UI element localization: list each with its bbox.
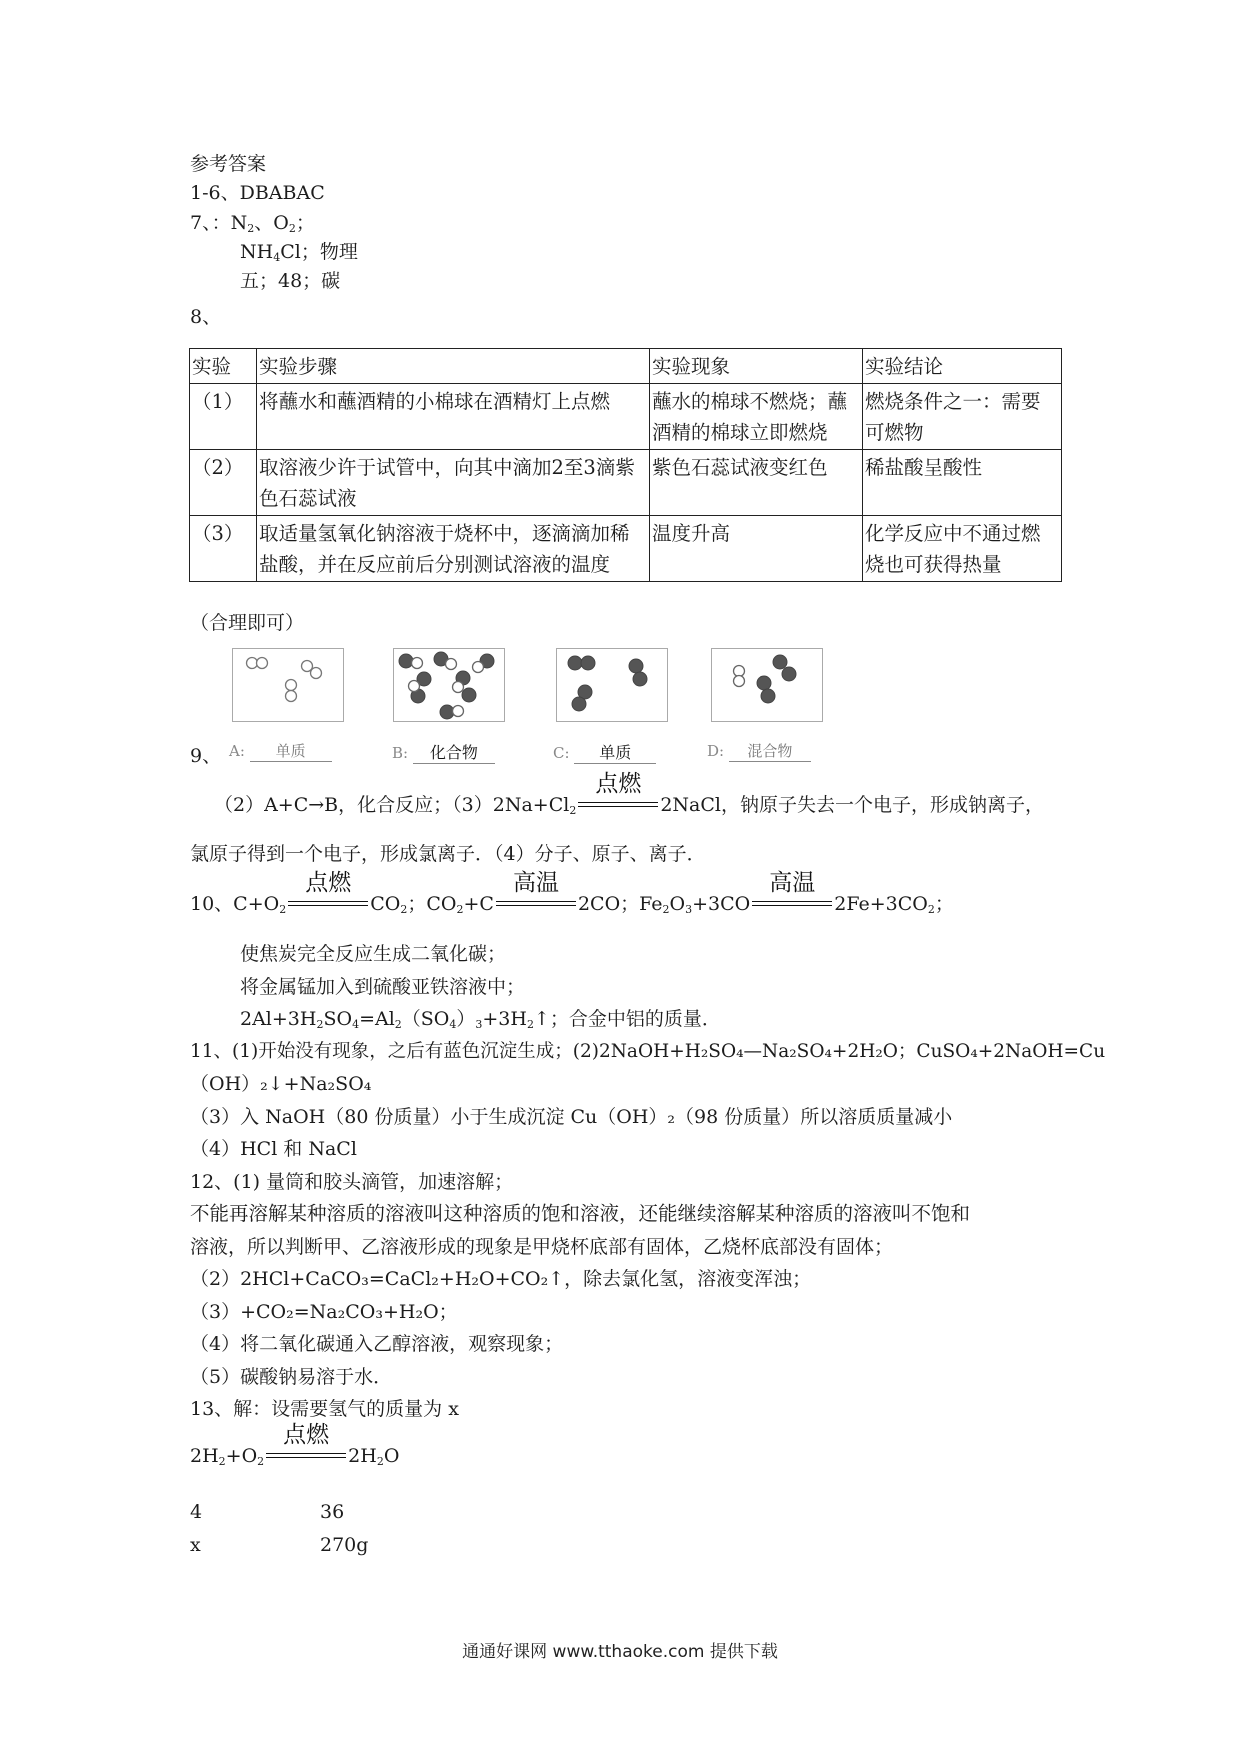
table-header-row (190, 349, 1062, 384)
table-row (190, 516, 1062, 582)
table-cell: 温度升高 (650, 516, 863, 582)
table-cell: （1） (190, 384, 257, 450)
table-note: （合理即可） (190, 612, 305, 634)
particle-diagram-c (556, 648, 668, 722)
answer-12-line7: （5）碳酸钠易溶于水． (190, 1366, 393, 1388)
answer-9-label: 9、 (190, 745, 222, 767)
answer-8-label: 8、 (190, 306, 222, 328)
ratio-row1-right: 36 (320, 1501, 345, 1523)
table-cell: 紫色石蕊试液变红色 (650, 450, 863, 516)
particle-diagram-b (393, 648, 505, 722)
table-cell: 将蘸水和蘸酒精的小棉球在酒精灯上点燃 (257, 384, 650, 450)
particle-diagram-a (232, 648, 344, 722)
table-header: 实验结论 (863, 349, 1062, 384)
reaction-arrow: 点燃 (264, 1445, 348, 1469)
answer-13-equation: $2H_2+O_2$ 点燃 $2H_2O$ (190, 1422, 400, 1468)
reaction-arrow: 高温 (494, 893, 578, 917)
ratio-row2-left: x (190, 1534, 201, 1556)
answer-1-6: 1-6、DBABAC (190, 182, 325, 204)
table-row (190, 450, 1062, 516)
ratio-row1-left: 4 (190, 1501, 203, 1523)
answer-10-line1: 10、$C+O_2$ 点燃 $CO_2$；$CO_2+C$ 高温 2CO；$Fe_2O_3+3CO$ 高温 $2Fe+3CO_2$； (190, 870, 954, 916)
answer-13-line1: 13、解：设需要氢气的质量为 x (190, 1398, 459, 1420)
experiment-table (189, 348, 1062, 582)
label-d: D: 混合物 (707, 740, 811, 762)
answer-11-line4: （4）HCl 和 NaCl (190, 1138, 357, 1160)
table-cell: 取适量氢氧化钠溶液于烧杯中，逐滴滴加稀盐酸，并在反应前后分别测试溶液的温度 (257, 516, 650, 582)
particle-diagram-d (711, 648, 823, 722)
table-header: 实验步骤 (257, 349, 650, 384)
table-cell: 蘸水的棉球不燃烧；蘸酒精的棉球立即燃烧 (650, 384, 863, 450)
answer-12-line2: 不能再溶解某种溶质的溶液叫这种溶质的饱和溶液，还能继续溶解某种溶质的溶液叫不饱和 (190, 1202, 971, 1225)
table-cell: 化学反应中不通过燃烧也可获得热量 (863, 516, 1062, 582)
table-header: 实验 (190, 349, 257, 384)
answer-7-line3: 五；48；碳 (240, 270, 341, 292)
table-cell: （3） (190, 516, 257, 582)
section-title: 参考答案 (190, 153, 267, 175)
answer-7-line1: 7、：$N_2$、$O_2$； (190, 212, 315, 235)
label-b: B: 化合物 (392, 740, 495, 764)
answer-12-line6: （4）将二氧化碳通入乙醇溶液，观察现象； (190, 1333, 564, 1355)
answer-12-line3: 溶液，所以判断甲、乙溶液形成的现象是甲烧杯底部有固体，乙烧杯底部没有固体； (190, 1236, 894, 1258)
reaction-arrow: 点燃 (286, 893, 370, 917)
answer-12-line5: （3）+CO₂=Na₂CO₃+H₂O； (190, 1301, 458, 1323)
answer-11-line2: （OH）₂↓+Na₂SO₄ (190, 1073, 372, 1095)
table-cell: 取溶液少许于试管中，向其中滴加2至3滴紫色石蕊试液 (257, 450, 650, 516)
table-cell: 燃烧条件之一：需要可燃物 (863, 384, 1062, 450)
table-cell: 稀盐酸呈酸性 (863, 450, 1062, 516)
reaction-arrow: 点燃 (576, 794, 660, 818)
reaction-arrow: 高温 (750, 893, 834, 917)
answer-9-line2: 氯原子得到一个电子，形成氯离子．（4）分子、原子、离子． (190, 843, 706, 865)
table-row (190, 384, 1062, 450)
answer-9-line1: （2）A+C→B，化合反应；$(3)2Na+Cl_2$ 点燃 2NaCl，钠原子失去一个电子，形成钠离子， (214, 771, 1044, 817)
answer-12-line4: （2）2HCl+CaCO₃=CaCl₂+H₂O+CO₂↑，除去氯化氢，溶液变浑浊； (190, 1268, 812, 1290)
answer-10-line4: $2Al+3H_2SO_4=Al_2(SO_4)_3+3H_2↑$；合金中铝的质量． (240, 1008, 721, 1031)
answer-11-line3: （3）入 NaOH（80 份质量）小于生成沉淀 Cu（OH）₂（98 份质量）所以溶质质量减小 (190, 1106, 953, 1128)
answer-12-line1: 12、(1) 量筒和胶头滴管，加速溶解； (190, 1171, 514, 1193)
answer-10-line3: 将金属锰加入到硫酸亚铁溶液中； (240, 976, 526, 998)
answer-10-line2: 使焦炭完全反应生成二氧化碳； (240, 943, 507, 965)
label-c: C: 单质 (553, 740, 656, 764)
label-a: A: 单质 (229, 740, 332, 762)
page-footer: 通通好课网 www.tthaoke.com 提供下载 (462, 1642, 778, 1662)
table-cell: （2） (190, 450, 257, 516)
ratio-row2-right: 270g (320, 1534, 369, 1556)
answer-11-line1: 11、(1)开始没有现象，之后有蓝色沉淀生成；(2)2NaOH+H₂SO₄—Na₂SO₄+2H₂O；CuSO₄+2NaOH=Cu (190, 1041, 1106, 1062)
table-header: 实验现象 (650, 349, 863, 384)
answer-7-line2: $NH_4Cl$；物理 (240, 241, 358, 264)
